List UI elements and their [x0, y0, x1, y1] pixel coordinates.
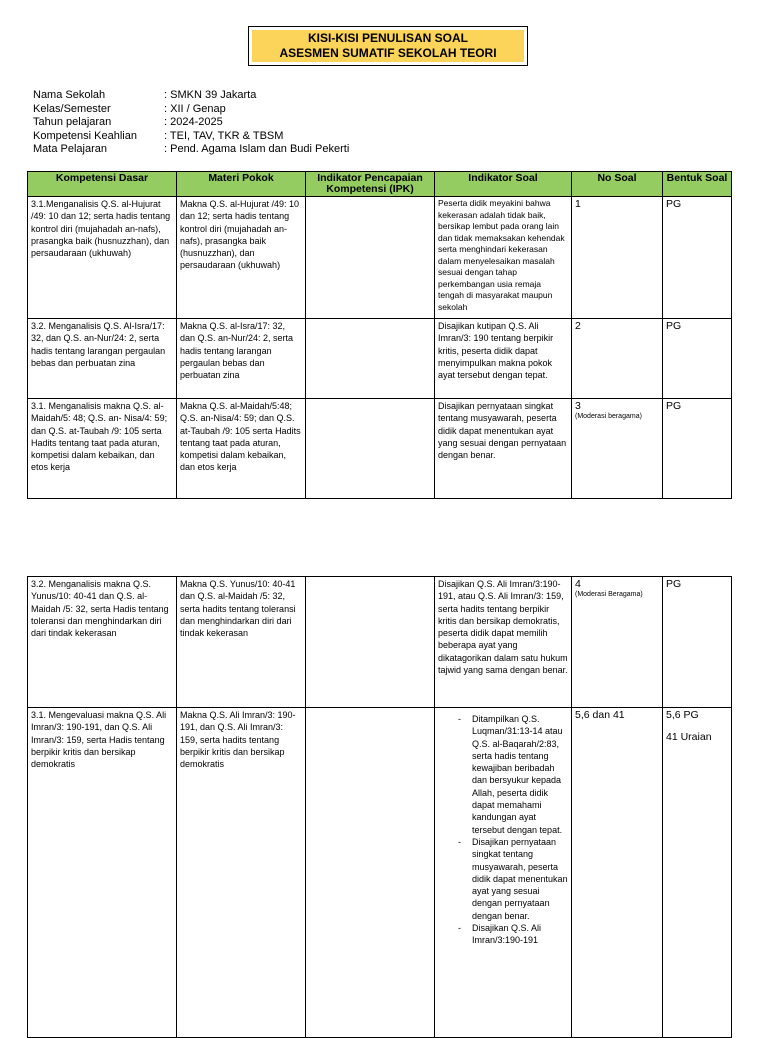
cell-materi-pokok: Makna Q.S. Ali Imran/3: 190-191, dan Q.S. Ali Imran/3: 159, serta hadits tentang berpikir kritis dan bersikap demokratis [177, 708, 306, 1038]
table-row [28, 708, 732, 1038]
list-item: - Ditampilkan Q.S. Luqman/31:13-14 atau Q.S. al-Baqarah/2:83, serta hadis tentang kewajiban beribadah dan bersyukur kepada Allah, peserta didik dapat memahami kandungan ayat tersebut dengan tepat. [472, 713, 568, 836]
header-kompetensi-dasar: Kompetensi Dasar [28, 172, 177, 197]
table-row [28, 197, 732, 319]
cell-indikator-soal [435, 708, 572, 1038]
header-indikator-soal: Indikator Soal [435, 172, 572, 197]
cell-kompetensi-dasar: 3.2. Menganalisis makna Q.S. Yunus/10: 40-41 dan Q.S. al-Maidah /5: 32, serta Hadis tentang toleransi dan menghindarkan diri dari tindak kekerasan [28, 577, 177, 708]
cell-bentuk-soal: PG [663, 319, 732, 399]
info-row [33, 116, 349, 130]
table-header-row [28, 172, 732, 197]
cell-indikator-soal: Disajikan Q.S. Ali Imran/3:190-191, atau Q.S. Ali Imran/3: 159, serta hadits tentang berpikir kritis dan bersikap demokratis, peserta didik dapat memilih beberapa ayat yang dikatagorikan dalam satu hukum tajwid yang sama dengan benar. [435, 577, 572, 708]
list-item: - Disajikan pernyataan singkat tentang musyawarah, peserta didik dapat menentukan ayat yang sesuai dengan pernyataan dengan benar. [472, 836, 568, 922]
cell-bentuk-soal: PG [663, 399, 732, 499]
info-label: Kompetensi Keahlian [33, 129, 137, 142]
info-value: : 2024-2025 [164, 116, 223, 128]
indikator-list [438, 713, 568, 947]
cell-kompetensi-dasar: 3.1.Menganalisis Q.S. al-Hujurat /49: 10 dan 12; serta hadis tentang kontrol diri (mujahadah an-nafs), prasangka baik (husnuzzhan), dan persaudaraan (ukhuwah) [28, 197, 177, 319]
cell-no-soal: 2 [572, 319, 663, 399]
cell-ipk [306, 319, 435, 399]
table-row [28, 319, 732, 399]
title-banner [252, 30, 524, 62]
cell-ipk [306, 399, 435, 499]
info-label: Mata Pelajaran [33, 143, 107, 155]
info-label: Tahun pelajaran [33, 116, 112, 128]
cell-no-soal [572, 577, 663, 708]
header-ipk: Indikator Pencapaian Kompetensi (IPK) [306, 172, 435, 197]
header-bentuk-soal: Bentuk Soal [663, 172, 732, 197]
spacer [666, 721, 728, 731]
cell-materi-pokok: Makna Q.S. Yunus/10: 40-41 dan Q.S. al-Maidah /5: 32, serta hadits tentang toleransi dan menghindarkan diri dari tindak kekerasan [177, 577, 306, 708]
info-row [33, 143, 349, 157]
cell-indikator-soal: Peserta didik meyakini bahwa kekerasan adalah tidak baik, bersikap lembut pada orang lain dan tidak memaksakan kehendak serta menghindari kekerasan dalam menyelesaikan masalah sesuai dengan tahap perkembangan usia remaja tengah di masyarakat maupun sekolah [435, 197, 572, 319]
info-value: : XII / Genap [164, 102, 226, 115]
info-row [33, 89, 349, 103]
info-label: Kelas/Semester [33, 102, 111, 115]
info-row [33, 103, 349, 117]
kisi-kisi-table [27, 171, 732, 499]
info-value: : TEI, TAV, TKR & TBSM [164, 129, 284, 142]
info-value: : SMKN 39 Jakarta [164, 89, 257, 101]
cell-ipk [306, 708, 435, 1038]
cell-bentuk-soal: PG [663, 197, 732, 319]
cell-bentuk-soal: PG [663, 577, 732, 708]
school-info [33, 89, 349, 157]
no-soal-note: (Moderasi beragama) [575, 413, 642, 421]
cell-materi-pokok: Makna Q.S. al-Maidah/5:48; Q.S. an-Nisa/4: 59; dan Q.S. at-Taubah /9: 105 serta Hadits tentang taat pada aturan, kompetisi dalam kebaikan, dan etos kerja [177, 399, 306, 499]
cell-ipk [306, 577, 435, 708]
cell-kompetensi-dasar: 3.2. Menganalisis Q.S. Al-Isra/17: 32, dan Q.S. an-Nur/24: 2, serta hadis tentang larangan pergaulan bebas dan perbuatan zina [28, 319, 177, 399]
cell-no-soal [572, 399, 663, 499]
cell-materi-pokok: Makna Q.S. al-Hujurat /49: 10 dan 12; serta hadis tentang kontrol diri (mujahadah an-nafs), prasangka baik (husnuzzhan), dan persaudaraan (ukhuwah) [177, 197, 306, 319]
title-box [248, 26, 528, 66]
cell-indikator-soal: Disajikan pernyataan singkat tentang musyawarah, peserta didik dapat menentukan ayat yang sesuai dengan pernyataan dengan benar. [435, 399, 572, 499]
info-value: : Pend. Agama Islam dan Budi Pekerti [164, 143, 350, 155]
title-line-2: ASESMEN SUMATIF SEKOLAH TEORI [279, 46, 497, 60]
cell-bentuk-soal [663, 708, 732, 1038]
list-item: - Disajikan Q.S. Ali Imran/3:190-191 [472, 922, 568, 947]
header-no-soal: No Soal [572, 172, 663, 197]
cell-indikator-soal: Disajikan kutipan Q.S. Ali Imran/3: 190 tentang berpikir kritis, peserta didik dapat menyimpulkan makna pokok ayat tersebut dengan tepat. [435, 319, 572, 399]
cell-no-soal: 5,6 dan 41 [572, 708, 663, 1038]
bentuk-soal-pg: 5,6 PG [666, 709, 699, 721]
info-row [33, 130, 349, 144]
table-row [28, 399, 732, 499]
cell-no-soal: 1 [572, 197, 663, 319]
cell-ipk [306, 197, 435, 319]
info-label: Nama Sekolah [33, 89, 106, 101]
no-soal-value: 3 [575, 400, 581, 412]
header-materi-pokok: Materi Pokok [177, 172, 306, 197]
kisi-kisi-table-continued [27, 576, 732, 1038]
bentuk-soal-uraian: 41 Uraian [666, 731, 712, 744]
title-line-1: KISI-KISI PENULISAN SOAL [307, 31, 468, 45]
table-row [28, 577, 732, 708]
cell-materi-pokok: Makna Q.S. al-Isra/17: 32, dan Q.S. an-Nur/24: 2, serta hadis tentang larangan pergaulan bebas dan perbuatan zina [177, 319, 306, 399]
cell-kompetensi-dasar: 3.1. Menganalisis makna Q.S. al-Maidah/5: 48; Q.S. an- Nisa/4: 59; dan Q.S. at-Taubah /9: 105 serta Hadits tentang taat pada aturan, kompetisi dalam kebaikan, dan etos kerja [28, 399, 177, 499]
cell-kompetensi-dasar: 3.1. Mengevaluasi makna Q.S. Ali Imran/3: 190-191, dan Q.S. Ali Imran/3: 159, serta Hadis tentang berpikir kritis dan bersikap demokratis [28, 708, 177, 1038]
no-soal-note: (Moderasi Beragama) [575, 591, 643, 599]
no-soal-value: 4 [575, 578, 581, 590]
